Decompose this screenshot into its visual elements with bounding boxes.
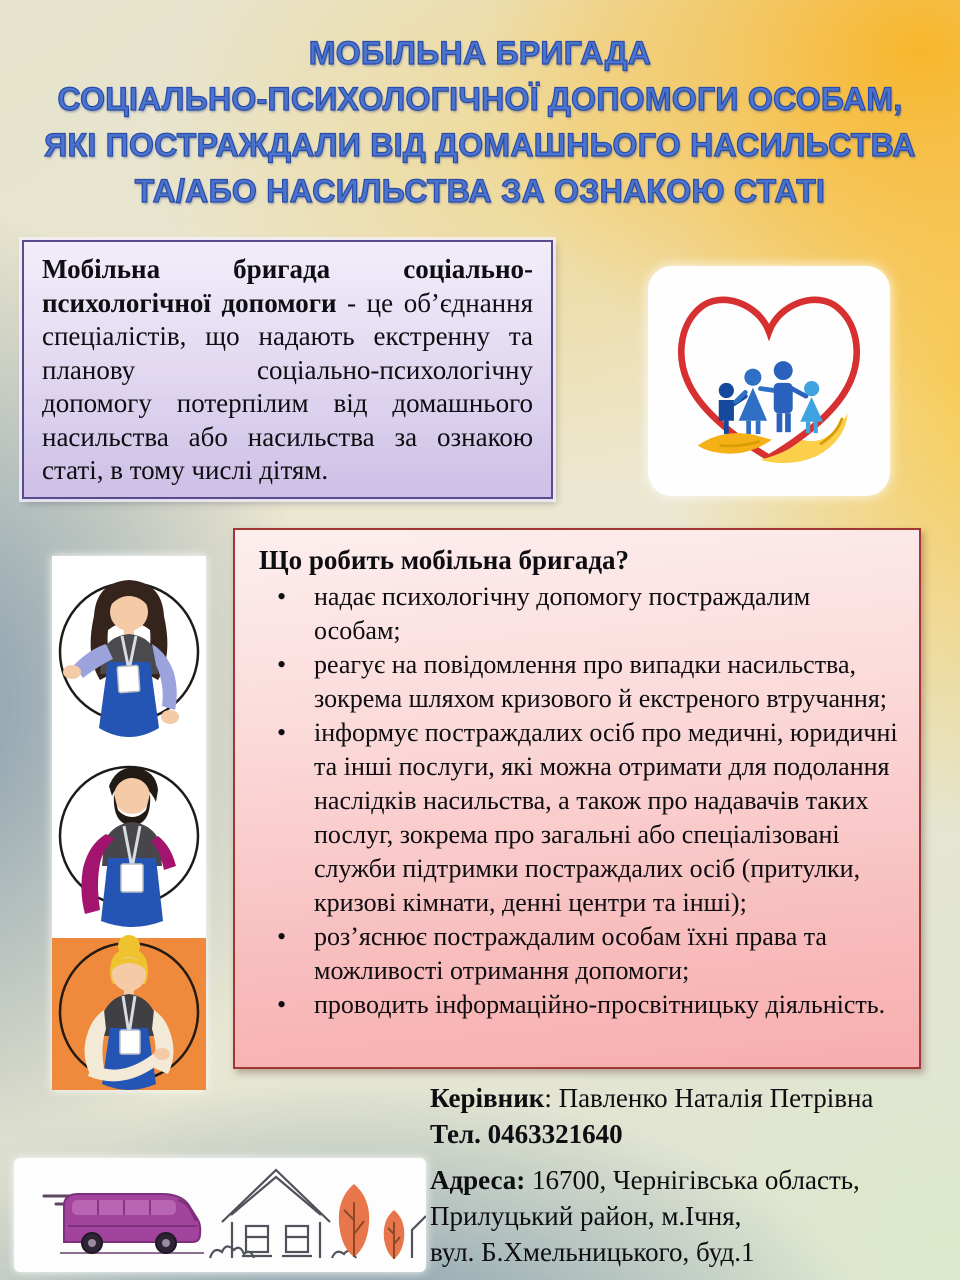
manager-line <box>430 1080 940 1116</box>
mobile-van-and-house-icon <box>14 1158 426 1272</box>
phone-value: Тел. 0463321640 <box>430 1119 623 1149</box>
contacts-block <box>430 1080 940 1270</box>
title-line-3: ЯКІ ПОСТРАЖДАЛИ ВІД ДОМАШНЬОГО НАСИЛЬСТВА <box>44 127 916 163</box>
address-region: 16700, Чернігівська область, <box>525 1165 860 1195</box>
blonde-specialist-icon <box>52 934 206 1090</box>
heart-family-hands-logo-icon <box>660 276 878 486</box>
female-specialist-icon <box>52 560 206 750</box>
bullet-item-2: • реагує на повідомлення про випадки насильства, зокрема шляхом кризового й екстреного втручання; <box>257 648 899 716</box>
van-strip <box>14 1158 426 1272</box>
what-box-heading: Що робить мобільна бригада? <box>259 545 630 575</box>
manager-name: : Павленко Наталія Петрівна <box>544 1083 874 1113</box>
logo-box <box>648 266 890 496</box>
title-line-2: СОЦІАЛЬНО-ПСИХОЛОГІЧНОЇ ДОПОМОГИ ОСОБАМ, <box>57 81 903 117</box>
intro-rest-text: - це об’єднання спеціалістів, що надають екстренну та планову соціально-психологічну допомогу потерпілим від домашнього насильства або насильства за ознакою статі, в тому числі дітям. <box>42 287 533 485</box>
address-line-1 <box>430 1162 940 1198</box>
intro-box <box>22 240 553 499</box>
address-line-3: вул. Б.Хмельницького, буд.1 <box>430 1237 755 1267</box>
title-line-1: МОБІЛЬНА БРИГАДА <box>308 35 652 71</box>
bullet-item-4: • роз’яснює постраждалим особам їхні права та можливості отримання допомоги; <box>257 920 899 988</box>
address-line-2: Прилуцький район, м.Ічня, <box>430 1201 742 1231</box>
bullet-item-1: • надає психологічну допомогу постраждалим особам; <box>257 580 899 648</box>
specialists-strip <box>52 556 206 1090</box>
bullet-item-5: • проводить інформаційно-просвітницьку діяльність. <box>257 988 899 1022</box>
what-box <box>233 528 921 1069</box>
what-box-list <box>257 580 899 1022</box>
manager-label: Керівник <box>430 1083 545 1113</box>
address-label: Адреса: <box>430 1165 526 1195</box>
bullet-item-3: • інформує постраждалих осіб про медичні, юридичні та інші послуги, які можна отримати для подолання наслідків насильства, а також про надавачів таких послуг, зокрема про загальні або спеціалізовані служби підтримки постраждалих осіб (притулки, кризові кімнати, денні центри та інші); <box>257 716 899 920</box>
phone-line <box>430 1116 940 1152</box>
intro-bold-text: Мобільна бригада соціально-психологічної допомоги <box>42 254 533 318</box>
male-specialist-icon <box>52 744 206 934</box>
title-line-4: ТА/АБО НАСИЛЬСТВА ЗА ОЗНАКОЮ СТАТІ <box>134 173 826 209</box>
poster-title <box>30 30 930 214</box>
